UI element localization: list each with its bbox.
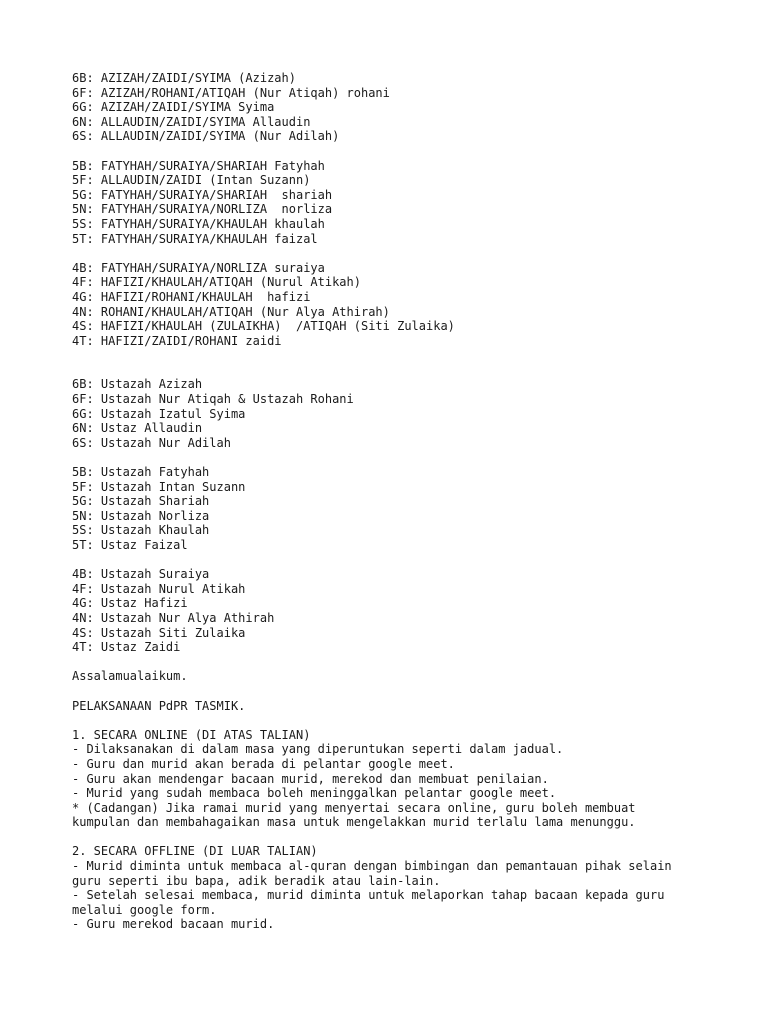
text-line: 4B: FATYHAH/SURAIYA/NORLIZA suraiya	[72, 260, 325, 275]
teacher-group-year5	[72, 159, 748, 247]
teacher-group-year4	[72, 261, 748, 349]
text-line: 5S: Ustazah Khaulah	[72, 523, 210, 538]
text-line: 4F: Ustazah Nurul Atikah	[72, 581, 246, 596]
class-teacher-year4	[72, 567, 748, 655]
text-line: 1. SECARA ONLINE (DI ATAS TALIAN)	[72, 727, 311, 742]
text-line: 5S: FATYHAH/SURAIYA/KHAULAH khaulah	[72, 216, 325, 231]
text-line: 5G: FATYHAH/SURAIYA/SHARIAH shariah	[72, 187, 333, 202]
text-line: kumpulan dan membahagaikan masa untuk mengelakkan murid terlalu lama menunggu.	[72, 815, 636, 830]
text-line: 6N: ALLAUDIN/ZAIDI/SYIMA Allaudin	[72, 114, 311, 129]
text-line: 2. SECARA OFFLINE (DI LUAR TALIAN)	[72, 844, 318, 859]
text-line: - Guru akan mendengar bacaan murid, merekod dan membuat penilaian.	[72, 771, 549, 786]
text-line: 5T: FATYHAH/SURAIYA/KHAULAH faizal	[72, 231, 318, 246]
text-line: 6G: AZIZAH/ZAIDI/SYIMA Syima	[72, 100, 275, 115]
greeting: Assalamualaikum.	[72, 669, 188, 684]
text-line: - Guru merekod bacaan murid.	[72, 917, 275, 932]
teacher-group-year6	[72, 71, 748, 144]
text-line: 4B: Ustazah Suraiya	[72, 567, 210, 582]
text-line: 5T: Ustaz Faizal	[72, 538, 188, 552]
text-line: - Guru dan murid akan berada di pelantar google meet.	[72, 756, 455, 771]
text-line: 4S: HAFIZI/KHAULAH (ZULAIKHA) /ATIQAH (Siti Zulaika)	[72, 319, 455, 334]
text-line: * (Cadangan) Jika ramai murid yang menyertai secara online, guru boleh membuat	[72, 800, 636, 815]
section-heading: PELAKSANAAN PdPR TASMIK.	[72, 698, 246, 713]
text-line: 6S: ALLAUDIN/ZAIDI/SYIMA (Nur Adilah)	[72, 129, 340, 144]
text-line: 5N: FATYHAH/SURAIYA/NORLIZA norliza	[72, 202, 333, 217]
text-line: 6N: Ustaz Allaudin	[72, 421, 203, 436]
text-line: melalui google form.	[72, 902, 217, 917]
text-line: 4S: Ustazah Siti Zulaika	[72, 625, 246, 640]
text-line: 4G: HAFIZI/ROHANI/KHAULAH hafizi	[72, 289, 311, 304]
text-line: 5B: FATYHAH/SURAIYA/SHARIAH Fatyhah	[72, 158, 325, 173]
class-teacher-year6	[72, 377, 748, 450]
text-line: - Setelah selesai membaca, murid diminta untuk melaporkan tahap bacaan kepada guru	[72, 888, 665, 903]
text-line: 6G: Ustazah Izatul Syima	[72, 406, 246, 421]
text-line: 5G: Ustazah Shariah	[72, 494, 210, 509]
text-line: 4T: Ustaz Zaidi	[72, 640, 181, 655]
class-teacher-year5	[72, 465, 748, 553]
text-line: 6B: AZIZAH/ZAIDI/SYIMA (Azizah)	[72, 71, 296, 85]
text-line: - Murid yang sudah membaca boleh meninggalkan pelantar google meet.	[72, 786, 557, 801]
text-line: 4T: HAFIZI/ZAIDI/ROHANI zaidi	[72, 333, 282, 348]
text-line: 5N: Ustazah Norliza	[72, 508, 210, 523]
text-line: 6F: AZIZAH/ROHANI/ATIQAH (Nur Atiqah) rohani	[72, 85, 390, 100]
text-line: - Murid diminta untuk membaca al-quran dengan bimbingan dan pemantauan pihak selain	[72, 859, 672, 874]
text-line: 5F: Ustazah Intan Suzann	[72, 479, 246, 494]
text-line: - Dilaksanakan di dalam masa yang diperuntukan seperti dalam jadual.	[72, 742, 564, 757]
text-line: 4G: Ustaz Hafizi	[72, 596, 188, 611]
text-line: 4N: ROHANI/KHAULAH/ATIQAH (Nur Alya Athirah)	[72, 304, 390, 319]
text-line: 5B: Ustazah Fatyhah	[72, 465, 210, 480]
text-line: 6B: Ustazah Azizah	[72, 377, 203, 392]
text-line: 6F: Ustazah Nur Atiqah & Ustazah Rohani	[72, 392, 354, 407]
online-method-section	[72, 728, 748, 830]
text-line: 6S: Ustazah Nur Adilah	[72, 435, 231, 450]
text-line: 4N: Ustazah Nur Alya Athirah	[72, 610, 275, 625]
text-line: 5F: ALLAUDIN/ZAIDI (Intan Suzann)	[72, 173, 311, 188]
text-line: 4F: HAFIZI/KHAULAH/ATIQAH (Nurul Atikah)	[72, 275, 361, 290]
offline-method-section	[72, 844, 748, 932]
text-line: guru seperti ibu bapa, adik beradik atau lain-lain.	[72, 873, 441, 888]
